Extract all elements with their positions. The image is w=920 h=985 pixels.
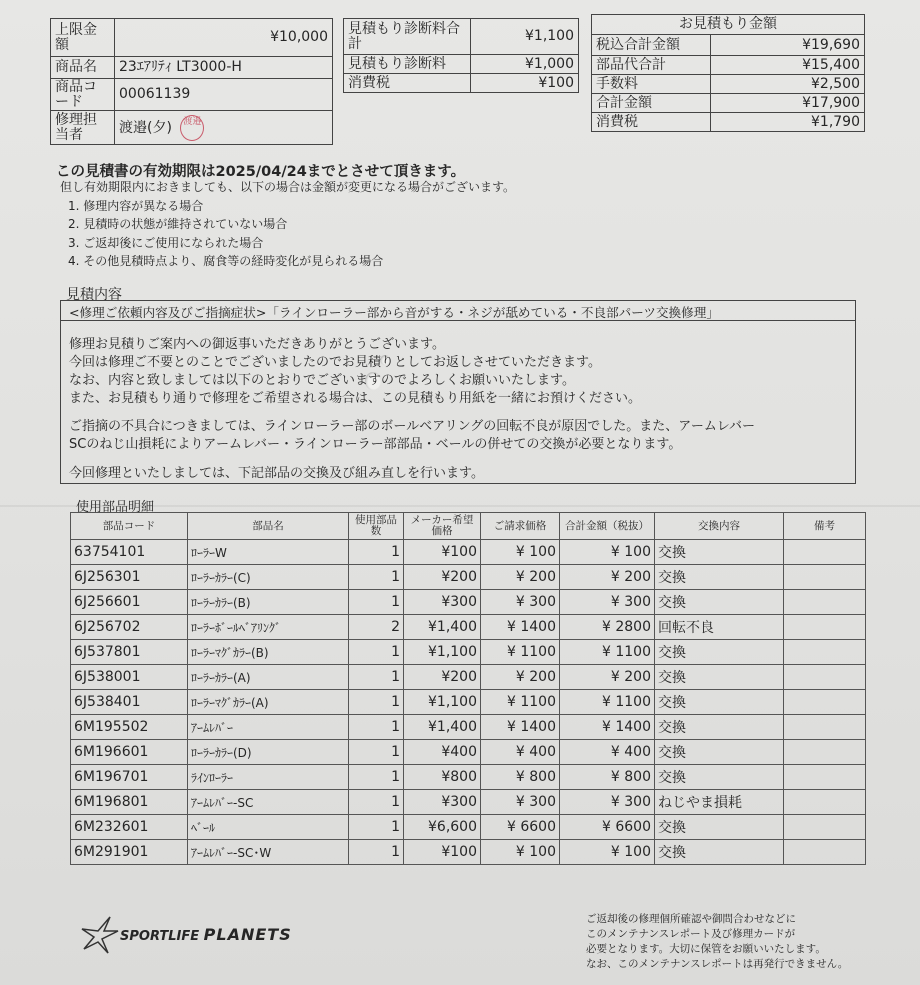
estimate-heading: 見積内容 <box>66 287 122 303</box>
estimate-amount-table <box>591 14 865 132</box>
condition-item: 3. ご返却後にご使用になられた場合 <box>68 235 264 250</box>
action-cell: 回転不良 <box>655 615 784 640</box>
note-cell <box>784 690 866 715</box>
total-cell: ¥ 200 <box>560 565 655 590</box>
total-cell: ¥ 300 <box>560 790 655 815</box>
table-row <box>71 590 866 615</box>
logo-brand: PLANETS <box>203 925 292 944</box>
col-quantity: 使用部品数 <box>349 513 404 540</box>
handling-fee-label: 手数料 <box>592 75 711 94</box>
estimate-amount-title: お見積もり金額 <box>592 15 865 35</box>
subtotal-value: ¥17,900 <box>711 94 865 113</box>
quantity-cell: 1 <box>349 640 404 665</box>
quantity-cell: 1 <box>349 690 404 715</box>
part-code-cell: 6J537801 <box>71 640 188 665</box>
part-name-cell: ｱｰﾑﾚﾊﾞｰ <box>188 715 349 740</box>
quantity-cell: 1 <box>349 665 404 690</box>
quantity-cell: 1 <box>349 815 404 840</box>
total-cell: ¥ 1400 <box>560 715 655 740</box>
billed-price-cell: ¥ 200 <box>481 565 560 590</box>
note-cell <box>784 615 866 640</box>
product-code-value: 00061139 <box>115 79 333 111</box>
consumption-tax-label: 消費税 <box>592 113 711 132</box>
action-cell: 交換 <box>655 765 784 790</box>
parts-table <box>70 512 866 865</box>
diagnosis-total-value: ¥1,100 <box>471 19 579 55</box>
parts-total-label: 部品代合計 <box>592 56 711 75</box>
table-row <box>71 840 866 865</box>
note-cell <box>784 540 866 565</box>
part-name-cell: ﾛｰﾗｰｶﾗｰ(D) <box>188 740 349 765</box>
total-cell: ¥ 1100 <box>560 640 655 665</box>
cap-amount-value: ¥10,000 <box>115 19 333 57</box>
table-row <box>71 690 866 715</box>
parts-total-value: ¥15,400 <box>711 56 865 75</box>
product-info-table <box>50 18 333 145</box>
part-name-cell: ﾛｰﾗｰﾏｸﾞｶﾗｰ(B) <box>188 640 349 665</box>
list-price-cell: ¥300 <box>404 790 481 815</box>
quantity-cell: 2 <box>349 615 404 640</box>
total-cell: ¥ 100 <box>560 540 655 565</box>
total-cell: ¥ 300 <box>560 590 655 615</box>
product-code-label: 商品コード <box>51 79 115 111</box>
list-price-cell: ¥1,100 <box>404 640 481 665</box>
billed-price-cell: ¥ 100 <box>481 840 560 865</box>
diagnosis-fee-label: 見積もり診断料 <box>344 55 471 74</box>
hanko-stamp: 渡邉 <box>180 115 204 141</box>
quantity-cell: 1 <box>349 540 404 565</box>
tax-incl-total-value: ¥19,690 <box>711 35 865 56</box>
table-row <box>71 715 866 740</box>
diagnosis-tax-label: 消費税 <box>344 74 471 93</box>
part-code-cell: 6M196601 <box>71 740 188 765</box>
subtotal-label: 合計金額 <box>592 94 711 113</box>
validity-subnote: 但し有効期限内におきましても、以下の場合は金額が変更になる場合がございます。 <box>60 180 516 194</box>
note-cell <box>784 815 866 840</box>
quantity-cell: 1 <box>349 840 404 865</box>
note-cell <box>784 790 866 815</box>
total-cell: ¥ 1100 <box>560 690 655 715</box>
diagnosis-fee-table <box>343 18 579 93</box>
part-code-cell: 6J538401 <box>71 690 188 715</box>
table-row <box>71 540 866 565</box>
estimate-line: ご指摘の不具合につきましては、ラインローラー部のボールベアリングの回転不良が原因でした。また、アームレバー <box>69 419 756 434</box>
part-code-cell: 6J256601 <box>71 590 188 615</box>
list-price-cell: ¥100 <box>404 540 481 565</box>
note-cell <box>784 640 866 665</box>
diagnosis-total-label: 見積もり診断料合計 <box>344 19 471 55</box>
billed-price-cell: ¥ 6600 <box>481 815 560 840</box>
col-part-code: 部品コード <box>71 513 188 540</box>
action-cell: 交換 <box>655 690 784 715</box>
note-cell <box>784 715 866 740</box>
col-note: 備考 <box>784 513 866 540</box>
action-cell: 交換 <box>655 840 784 865</box>
part-code-cell: 6J538001 <box>71 665 188 690</box>
col-part-name: 部品名 <box>188 513 349 540</box>
estimate-content-box <box>60 300 856 484</box>
quantity-cell: 1 <box>349 790 404 815</box>
tax-incl-total-label: 税込合計金額 <box>592 35 711 56</box>
validity-conditions <box>60 178 515 271</box>
part-name-cell: ﾛｰﾗｰｶﾗｰ(C) <box>188 565 349 590</box>
note-cell <box>784 665 866 690</box>
part-code-cell: 6M232601 <box>71 815 188 840</box>
technician-value: 渡邉(夕) <box>119 119 172 136</box>
part-code-cell: 6M195502 <box>71 715 188 740</box>
billed-price-cell: ¥ 1400 <box>481 615 560 640</box>
table-row <box>71 740 866 765</box>
total-cell: ¥ 2800 <box>560 615 655 640</box>
part-name-cell: ﾛｰﾗｰﾎﾞｰﾙﾍﾞｱﾘﾝｸﾞ <box>188 615 349 640</box>
total-cell: ¥ 800 <box>560 765 655 790</box>
footer-line: このメンテナンスレポート及び修理カードが <box>586 928 796 940</box>
list-price-cell: ¥200 <box>404 565 481 590</box>
total-cell: ¥ 100 <box>560 840 655 865</box>
quantity-cell: 1 <box>349 715 404 740</box>
star-logo-icon <box>80 915 124 955</box>
note-cell <box>784 565 866 590</box>
estimate-line: なお、内容と致しましては以下のとおりでございますのでよろしくお願いいたします。 <box>69 373 575 388</box>
action-cell: 交換 <box>655 740 784 765</box>
consumption-tax-value: ¥1,790 <box>711 113 865 132</box>
note-cell <box>784 840 866 865</box>
list-price-cell: ¥400 <box>404 740 481 765</box>
action-cell: 交換 <box>655 540 784 565</box>
part-code-cell: 6M196801 <box>71 790 188 815</box>
list-price-cell: ¥1,100 <box>404 690 481 715</box>
list-price-cell: ¥1,400 <box>404 715 481 740</box>
part-name-cell: ﾛｰﾗｰｶﾗｰ(B) <box>188 590 349 615</box>
product-name-label: 商品名 <box>51 57 115 79</box>
table-row <box>71 640 866 665</box>
note-cell <box>784 765 866 790</box>
action-cell: 交換 <box>655 815 784 840</box>
list-price-cell: ¥200 <box>404 665 481 690</box>
footer-line: ご返却後の修理個所確認や御問合わせなどに <box>586 913 796 925</box>
table-row <box>71 565 866 590</box>
sportlife-planets-logo <box>80 915 320 955</box>
estimate-symptom-line: <修理ご依頼内容及びご指摘症状>「ラインローラー部から音がする・ネジが舐めている・不良部パーツ交換修理」 <box>69 305 719 320</box>
part-code-cell: 6M291901 <box>71 840 188 865</box>
technician-label: 修理担当者 <box>51 111 115 145</box>
part-code-cell: 6M196701 <box>71 765 188 790</box>
note-cell <box>784 740 866 765</box>
parts-header-row <box>71 513 866 540</box>
quantity-cell: 1 <box>349 590 404 615</box>
estimate-line: SCのねじ山損耗によりアームレバー・ラインローラー部部品・ベールの併せての交換が必要となります。 <box>69 437 682 452</box>
part-name-cell: ﾗｲﾝﾛｰﾗｰ <box>188 765 349 790</box>
total-cell: ¥ 6600 <box>560 815 655 840</box>
list-price-cell: ¥300 <box>404 590 481 615</box>
total-cell: ¥ 200 <box>560 665 655 690</box>
col-action: 交換内容 <box>655 513 784 540</box>
part-name-cell: ｱｰﾑﾚﾊﾞｰ-SC <box>188 790 349 815</box>
condition-item: 1. 修理内容が異なる場合 <box>68 198 204 213</box>
part-name-cell: ﾛｰﾗｰW <box>188 540 349 565</box>
billed-price-cell: ¥ 400 <box>481 740 560 765</box>
validity-notice: この見積書の有効期限は2025/04/24までとさせて頂きます。 <box>56 164 466 180</box>
condition-item: 4. その他見積時点より、腐食等の経時変化が見られる場合 <box>68 254 384 268</box>
table-row <box>71 615 866 640</box>
list-price-cell: ¥1,400 <box>404 615 481 640</box>
estimate-line: また、お見積もり通りで修理をご希望される場合は、この見積もり用紙を一緒にお預けください。 <box>69 391 642 406</box>
estimate-line: 今回修理といたしましては、下記部品の交換及び組み直しを行います。 <box>69 466 484 481</box>
footer-line: 必要となります。大切に保管をお願いいたします。 <box>586 943 826 955</box>
parts-body <box>71 540 866 865</box>
part-code-cell: 6J256702 <box>71 615 188 640</box>
billed-price-cell: ¥ 300 <box>481 590 560 615</box>
quantity-cell: 1 <box>349 765 404 790</box>
billed-price-cell: ¥ 1100 <box>481 690 560 715</box>
part-name-cell: ﾛｰﾗｰﾏｸﾞｶﾗｰ(A) <box>188 690 349 715</box>
action-cell: 交換 <box>655 565 784 590</box>
billed-price-cell: ¥ 1100 <box>481 640 560 665</box>
action-cell: 交換 <box>655 665 784 690</box>
billed-price-cell: ¥ 300 <box>481 790 560 815</box>
list-price-cell: ¥6,600 <box>404 815 481 840</box>
table-row <box>71 765 866 790</box>
handling-fee-value: ¥2,500 <box>711 75 865 94</box>
col-total: 合計金額（税抜） <box>560 513 655 540</box>
action-cell: 交換 <box>655 640 784 665</box>
part-name-cell: ﾛｰﾗｰｶﾗｰ(A) <box>188 665 349 690</box>
list-price-cell: ¥100 <box>404 840 481 865</box>
quantity-cell: 1 <box>349 565 404 590</box>
list-price-cell: ¥800 <box>404 765 481 790</box>
diagnosis-tax-value: ¥100 <box>471 74 579 93</box>
diagnosis-fee-value: ¥1,000 <box>471 55 579 74</box>
estimate-line: 今回は修理ご不要とのことでございましたのでお見積りとしてお返しさせていただきます。 <box>69 355 601 370</box>
col-billed-price: ご請求価格 <box>481 513 560 540</box>
part-code-cell: 6J256301 <box>71 565 188 590</box>
action-cell: 交換 <box>655 590 784 615</box>
table-row <box>71 665 866 690</box>
cap-amount-label: 上限金額 <box>51 19 115 57</box>
part-name-cell: ｱｰﾑﾚﾊﾞｰ-SC･W <box>188 840 349 865</box>
footer-line: なお、このメンテナンスレポートは再発行できません。 <box>586 958 849 970</box>
quantity-cell: 1 <box>349 740 404 765</box>
billed-price-cell: ¥ 800 <box>481 765 560 790</box>
table-row <box>71 790 866 815</box>
estimate-divider <box>61 320 855 321</box>
action-cell: ねじやま損耗 <box>655 790 784 815</box>
condition-item: 2. 見積時の状態が維持されていない場合 <box>68 217 288 231</box>
product-name-value: 23ｴｱﾘﾃｨ LT3000-H <box>115 57 333 79</box>
billed-price-cell: ¥ 100 <box>481 540 560 565</box>
part-name-cell: ﾍﾞｰﾙ <box>188 815 349 840</box>
part-code-cell: 63754101 <box>71 540 188 565</box>
technician-cell <box>115 111 333 145</box>
parts-detail-title: 使用部品明細 <box>76 500 155 515</box>
total-cell: ¥ 400 <box>560 740 655 765</box>
billed-price-cell: ¥ 1400 <box>481 715 560 740</box>
logo-wordmark <box>120 925 292 944</box>
col-list-price: メーカー希望価格 <box>404 513 481 540</box>
footer-note <box>586 912 848 972</box>
action-cell: 交換 <box>655 715 784 740</box>
note-cell <box>784 590 866 615</box>
table-row <box>71 815 866 840</box>
estimate-line: 修理お見積りご案内への御返事いただきありがとうございます。 <box>69 337 445 352</box>
billed-price-cell: ¥ 200 <box>481 665 560 690</box>
logo-prefix: SPORTLIFE <box>120 929 200 944</box>
